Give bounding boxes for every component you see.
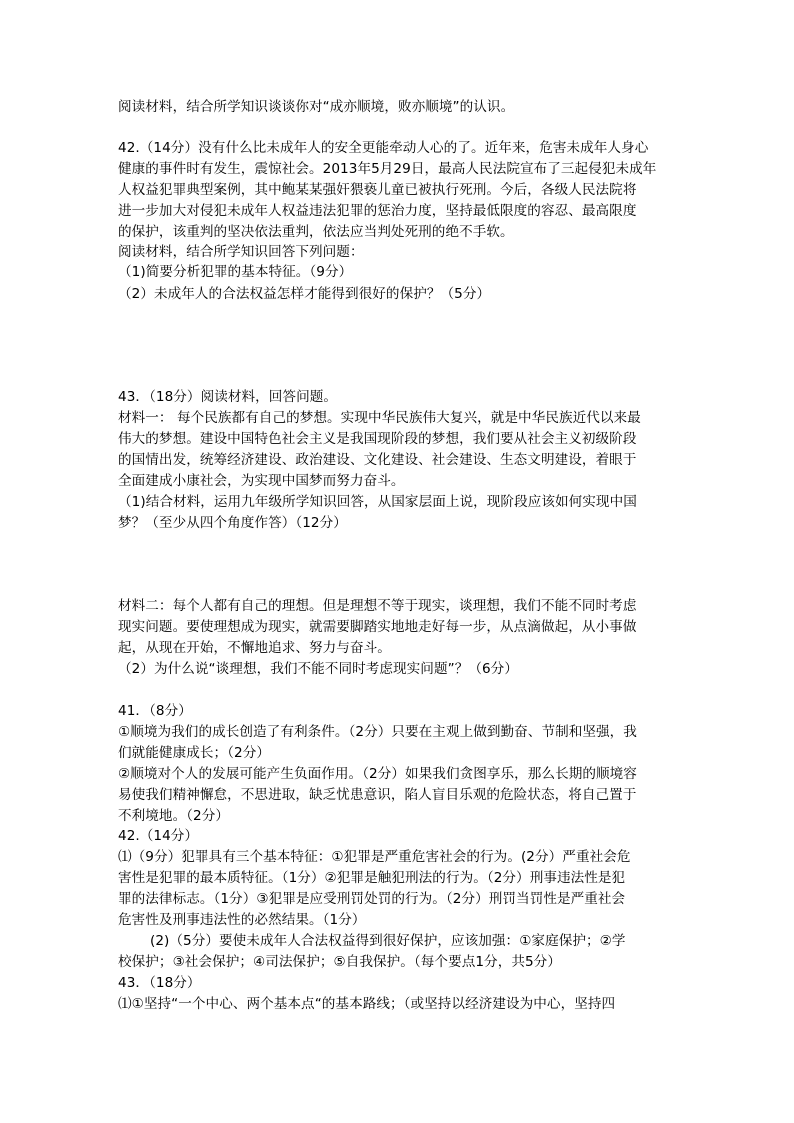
answer-line: 害性是犯罪的最本质特征。（1分）②犯罪是触犯刑法的行为。（2分）刑事违法性是犯 xyxy=(118,870,626,886)
q43-material2-line: 现实问题。要使理想成为现实，就需要脚踏实地地走好每一步，从点滴做起，从小事做 xyxy=(118,619,637,635)
q42-line: 健康的事件时有发生，震惊社会。2013年5月29日，最高人民法院宣布了三起侵犯未成年 xyxy=(118,161,657,177)
q42-line: 人权益犯罪典型案例，其中鲍某某强奸猥亵儿童已被执行死刑。今后，各级人民法院将 xyxy=(118,182,637,198)
q43-line: 材料一： 每个民族都有自己的梦想。实现中华民族伟大复兴，就是中华民族近代以来最 xyxy=(118,410,641,426)
q42-line: 42.（14分）没有什么比未成年人的安全更能牵动人心的了。近年来，危害未成年人身心 xyxy=(118,140,649,156)
answer-line: 41．（8分） xyxy=(118,703,192,719)
q43-line: 全面建成小康社会，为实现中国梦而努力奋斗。 xyxy=(118,473,405,489)
intro-question: 阅读材料，结合所学知识谈谈你对“成亦顺境，败亦顺境”的认识。 xyxy=(118,99,515,115)
answer-line: ②顺境对个人的发展可能产生负面作用。（2分）如果我们贪图享乐，那么长期的顺境容 xyxy=(118,766,637,782)
q43-material2-line: 材料二：每个人都有自己的理想。但是理想不等于现实，谈理想，我们不能不同时考虑 xyxy=(118,598,637,614)
q42-line: 进一步加大对侵犯未成年人权益违法犯罪的惩治力度，坚持最低限度的容忍、最高限度 xyxy=(118,203,637,219)
q43-line: 伟大的梦想。建设中国特色社会主义是我国现阶段的梦想，我们要从社会主义初级阶段 xyxy=(118,431,637,447)
q42-line: 的保护，该重判的坚决依法重判，依法应当判处死刑的绝不手软。 xyxy=(118,224,514,240)
answer-line: ⑴①坚持“一个中心、两个基本点“的基本路线；（或坚持以经济建设为中心，坚持四 xyxy=(118,996,616,1012)
answer-line: 43．（18分） xyxy=(118,975,201,991)
answer-line: 危害性及刑事违法性的必然结果。（1分） xyxy=(118,912,366,928)
answer-line: ⑴（9分）犯罪具有三个基本特征：①犯罪是严重危害社会的行为。(2分）严重社会危 xyxy=(118,849,631,865)
q43-line: 43．（18分）阅读材料，回答问题。 xyxy=(118,389,338,405)
q42-line: 阅读材料，结合所学知识回答下列问题： xyxy=(118,244,364,260)
q43-subquestion: 梦？（至少从四个角度作答）（12分） xyxy=(118,515,347,531)
answer-line: 校保护；③社会保护；④司法保护；⑤自我保护。（每个要点1分，共5分） xyxy=(118,954,561,970)
q42-subquestion: （2）未成年人的合法权益怎样才能得到很好的保护？（5分） xyxy=(118,286,491,302)
answer-line: 们就能健康成长；（2分） xyxy=(118,745,270,761)
q43-subquestion: （1)结合材料，运用九年级所学知识回答，从国家层面上说，现阶段应该如何实现中国 xyxy=(118,494,637,510)
answer-line: ①顺境为我们的成长创造了有利条件。（2分）只要在主观上做到勤奋、节制和坚强，我 xyxy=(118,724,637,740)
answer-line-indented: (2)（5分）要使未成年人合法权益得到很好保护，应该加强：①家庭保护；②学 xyxy=(150,933,626,949)
q43-subquestion: （2）为什么说“谈理想，我们不能不同时考虑现实问题”？（6分） xyxy=(118,661,518,677)
q42-subquestion: （1)简要分析犯罪的基本特征。（9分） xyxy=(118,264,353,280)
answer-line: 不利境地。（2分） xyxy=(118,808,230,824)
q43-line: 的国情出发，统筹经济建设、政治建设、文化建设、社会建设、生态文明建设，着眼于 xyxy=(118,452,637,468)
answer-line: 42.（14分） xyxy=(118,828,199,844)
answer-line: 易使我们精神懈怠，不思进取，缺乏忧患意识，陷人盲目乐观的危险状态，将自己置于 xyxy=(118,787,637,803)
q43-material2-line: 起，从现在开始，不懈地追求、努力与奋斗。 xyxy=(118,640,391,656)
answer-line: 罪的法律标志。（1分）③犯罪是应受刑罚处罚的行为。（2分）刑罚当罚性是严重社会 xyxy=(118,891,626,907)
